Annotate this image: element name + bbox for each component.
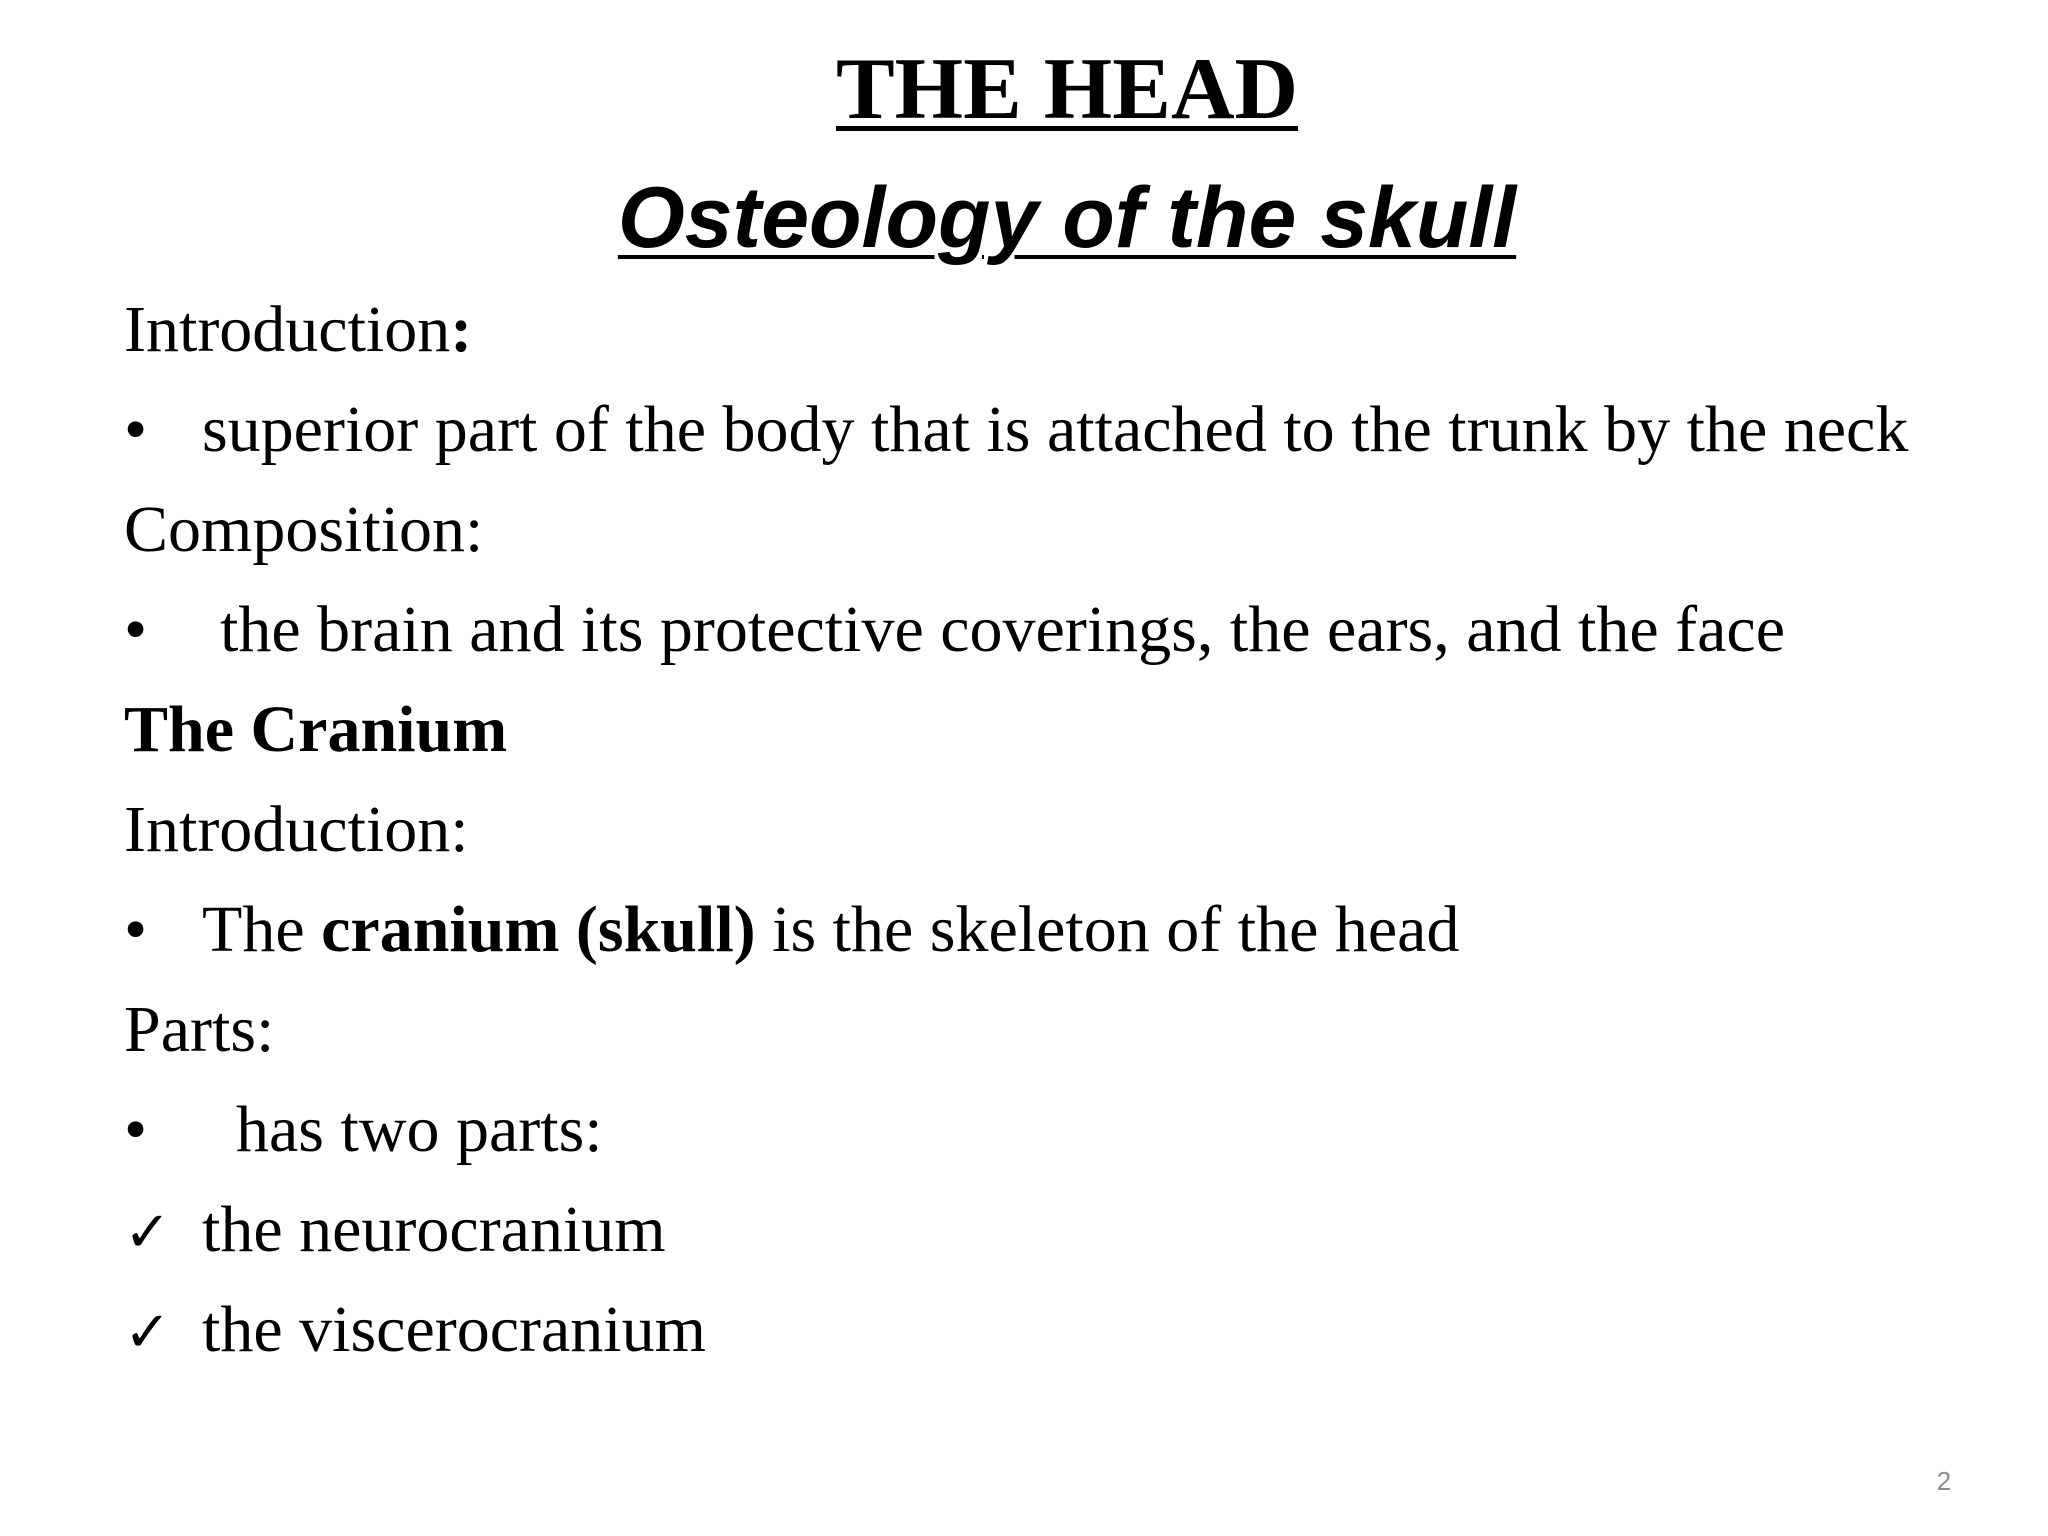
checkmark-icon: ✓ bbox=[124, 1300, 171, 1365]
slide-title: THE HEAD bbox=[835, 41, 1299, 138]
checkmark-icon: ✓ bbox=[124, 1200, 171, 1265]
composition-heading: Composition: bbox=[124, 493, 484, 566]
bullet-icon: • bbox=[124, 893, 148, 966]
parts-bullet: • has two parts: bbox=[124, 1090, 603, 1170]
bullet-icon: • bbox=[124, 1093, 148, 1166]
part-item-neurocranium: ✓ the neurocranium bbox=[124, 1190, 666, 1273]
part-item-viscerocranium: ✓ the viscerocranium bbox=[124, 1290, 706, 1373]
bullet-icon: • bbox=[124, 593, 148, 666]
bullet-icon: • bbox=[124, 393, 148, 466]
intro-bullet: • superior part of the body that is attached to the trunk by the neck bbox=[124, 390, 1908, 470]
cranium-bullet: • The cranium (skull) is the skeleton of the head bbox=[124, 890, 1459, 970]
parts-heading: Parts: bbox=[124, 993, 275, 1066]
slide-subtitle: Osteology of the skull bbox=[617, 170, 1517, 266]
intro-heading: Introduction: bbox=[124, 293, 473, 366]
cranium-intro-heading: Introduction: bbox=[124, 793, 469, 866]
page-number: 2 bbox=[1936, 1466, 1952, 1496]
composition-bullet: • the brain and its protective coverings, the ears, and the face bbox=[124, 590, 1785, 670]
cranium-heading: The Cranium bbox=[124, 693, 508, 766]
